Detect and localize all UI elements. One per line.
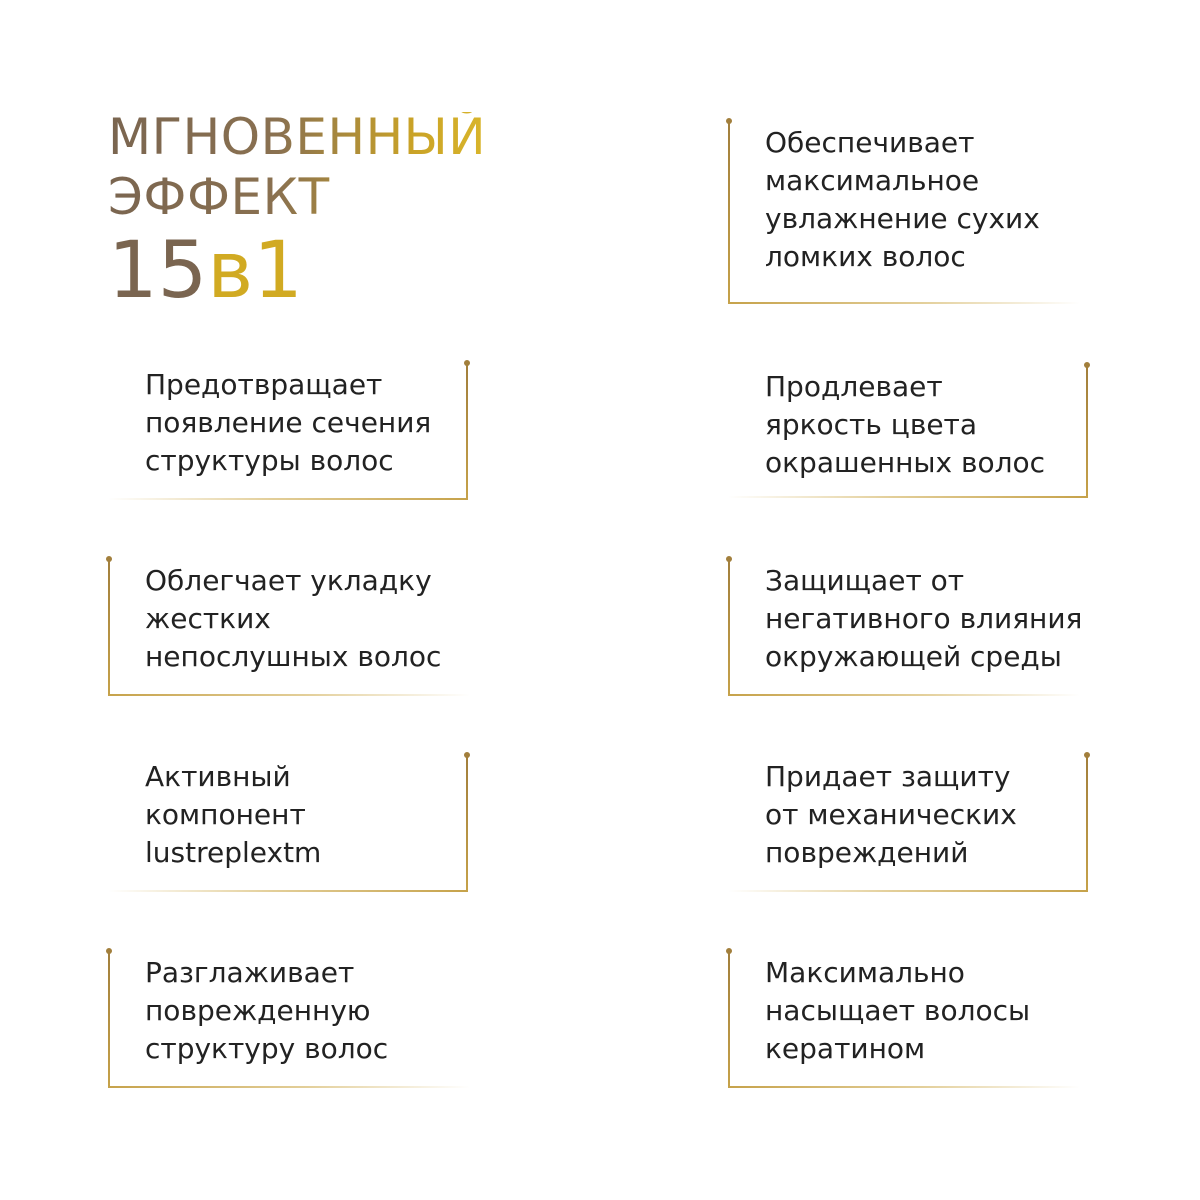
frame-horizontal-line xyxy=(108,694,470,696)
benefit-card-styling xyxy=(108,556,470,698)
frame-horizontal-line xyxy=(728,890,1088,892)
benefit-line: Обеспечивает xyxy=(765,126,975,159)
benefit-line: Облегчает укладку xyxy=(145,564,432,597)
frame-vertical-line xyxy=(728,952,730,1088)
frame-horizontal-line xyxy=(728,496,1088,498)
benefit-card-moisturize xyxy=(728,118,1088,306)
headline-number-value: 15 xyxy=(108,226,208,316)
benefit-line: поврежденную xyxy=(145,994,371,1027)
benefit-line: Активный xyxy=(145,760,291,793)
benefit-line: Продлевает xyxy=(765,370,943,403)
headline-line-1: МГНОВЕННЫЙ xyxy=(108,108,487,166)
benefit-text xyxy=(765,368,1045,482)
benefit-line: Максимально xyxy=(765,956,965,989)
benefit-line: яркость цвета xyxy=(765,408,978,441)
benefit-line: от механических xyxy=(765,798,1017,831)
benefit-line: увлажнение сухих xyxy=(765,202,1040,235)
benefit-card-color xyxy=(728,362,1090,500)
benefit-line: lustreplextm xyxy=(145,836,322,869)
benefit-line: повреждений xyxy=(765,836,969,869)
benefit-text xyxy=(145,954,388,1068)
benefit-text xyxy=(765,954,1030,1068)
frame-horizontal-line xyxy=(108,1086,470,1088)
headline-number-suffix: в1 xyxy=(207,226,303,316)
headline-number xyxy=(108,226,486,316)
benefit-line: структуры волос xyxy=(145,444,394,477)
benefit-card-environment xyxy=(728,556,1084,698)
headline xyxy=(108,108,487,316)
benefit-text xyxy=(765,124,1040,276)
benefit-line: максимальное xyxy=(765,164,980,197)
benefit-line: насыщает волосы xyxy=(765,994,1031,1027)
benefit-text xyxy=(145,366,431,480)
benefit-line: Разглаживает xyxy=(145,956,355,989)
benefit-card-mechanical xyxy=(728,752,1090,894)
benefit-line: Защищает от xyxy=(765,564,965,597)
benefit-card-prevent-split xyxy=(108,360,470,502)
benefit-line: кератином xyxy=(765,1032,926,1065)
frame-horizontal-line xyxy=(728,1086,1080,1088)
benefit-line: жестких xyxy=(145,602,271,635)
benefit-text xyxy=(145,758,321,872)
benefit-line: негативного влияния xyxy=(765,602,1083,635)
benefit-line: непослушных волос xyxy=(145,640,442,673)
frame-horizontal-line xyxy=(108,890,468,892)
benefit-line: ломких волос xyxy=(765,240,966,273)
benefit-line: окружающей среды xyxy=(765,640,1062,673)
frame-horizontal-line xyxy=(728,694,1080,696)
benefit-text xyxy=(145,562,441,676)
benefit-text xyxy=(765,758,1017,872)
benefit-card-smoothing xyxy=(108,948,470,1090)
benefit-line: Предотвращает xyxy=(145,368,383,401)
benefit-line: Придает защиту xyxy=(765,760,1011,793)
benefit-line: компонент xyxy=(145,798,306,831)
benefit-line: окрашенных волос xyxy=(765,446,1046,479)
benefit-line: появление сечения xyxy=(145,406,432,439)
frame-vertical-line xyxy=(466,756,468,892)
frame-horizontal-line xyxy=(108,498,468,500)
frame-vertical-line xyxy=(1086,756,1088,892)
frame-vertical-line xyxy=(1086,366,1088,498)
frame-horizontal-line xyxy=(728,302,1080,304)
frame-vertical-line xyxy=(728,560,730,696)
frame-vertical-line xyxy=(108,952,110,1088)
frame-vertical-line xyxy=(108,560,110,696)
benefit-card-component xyxy=(108,752,470,894)
benefit-card-keratin xyxy=(728,948,1084,1090)
frame-vertical-line xyxy=(466,364,468,500)
benefit-text xyxy=(765,562,1082,676)
benefit-line: структуру волос xyxy=(145,1032,389,1065)
frame-vertical-line xyxy=(728,122,730,304)
headline-line-2: ЭФФЕКТ xyxy=(108,172,486,222)
